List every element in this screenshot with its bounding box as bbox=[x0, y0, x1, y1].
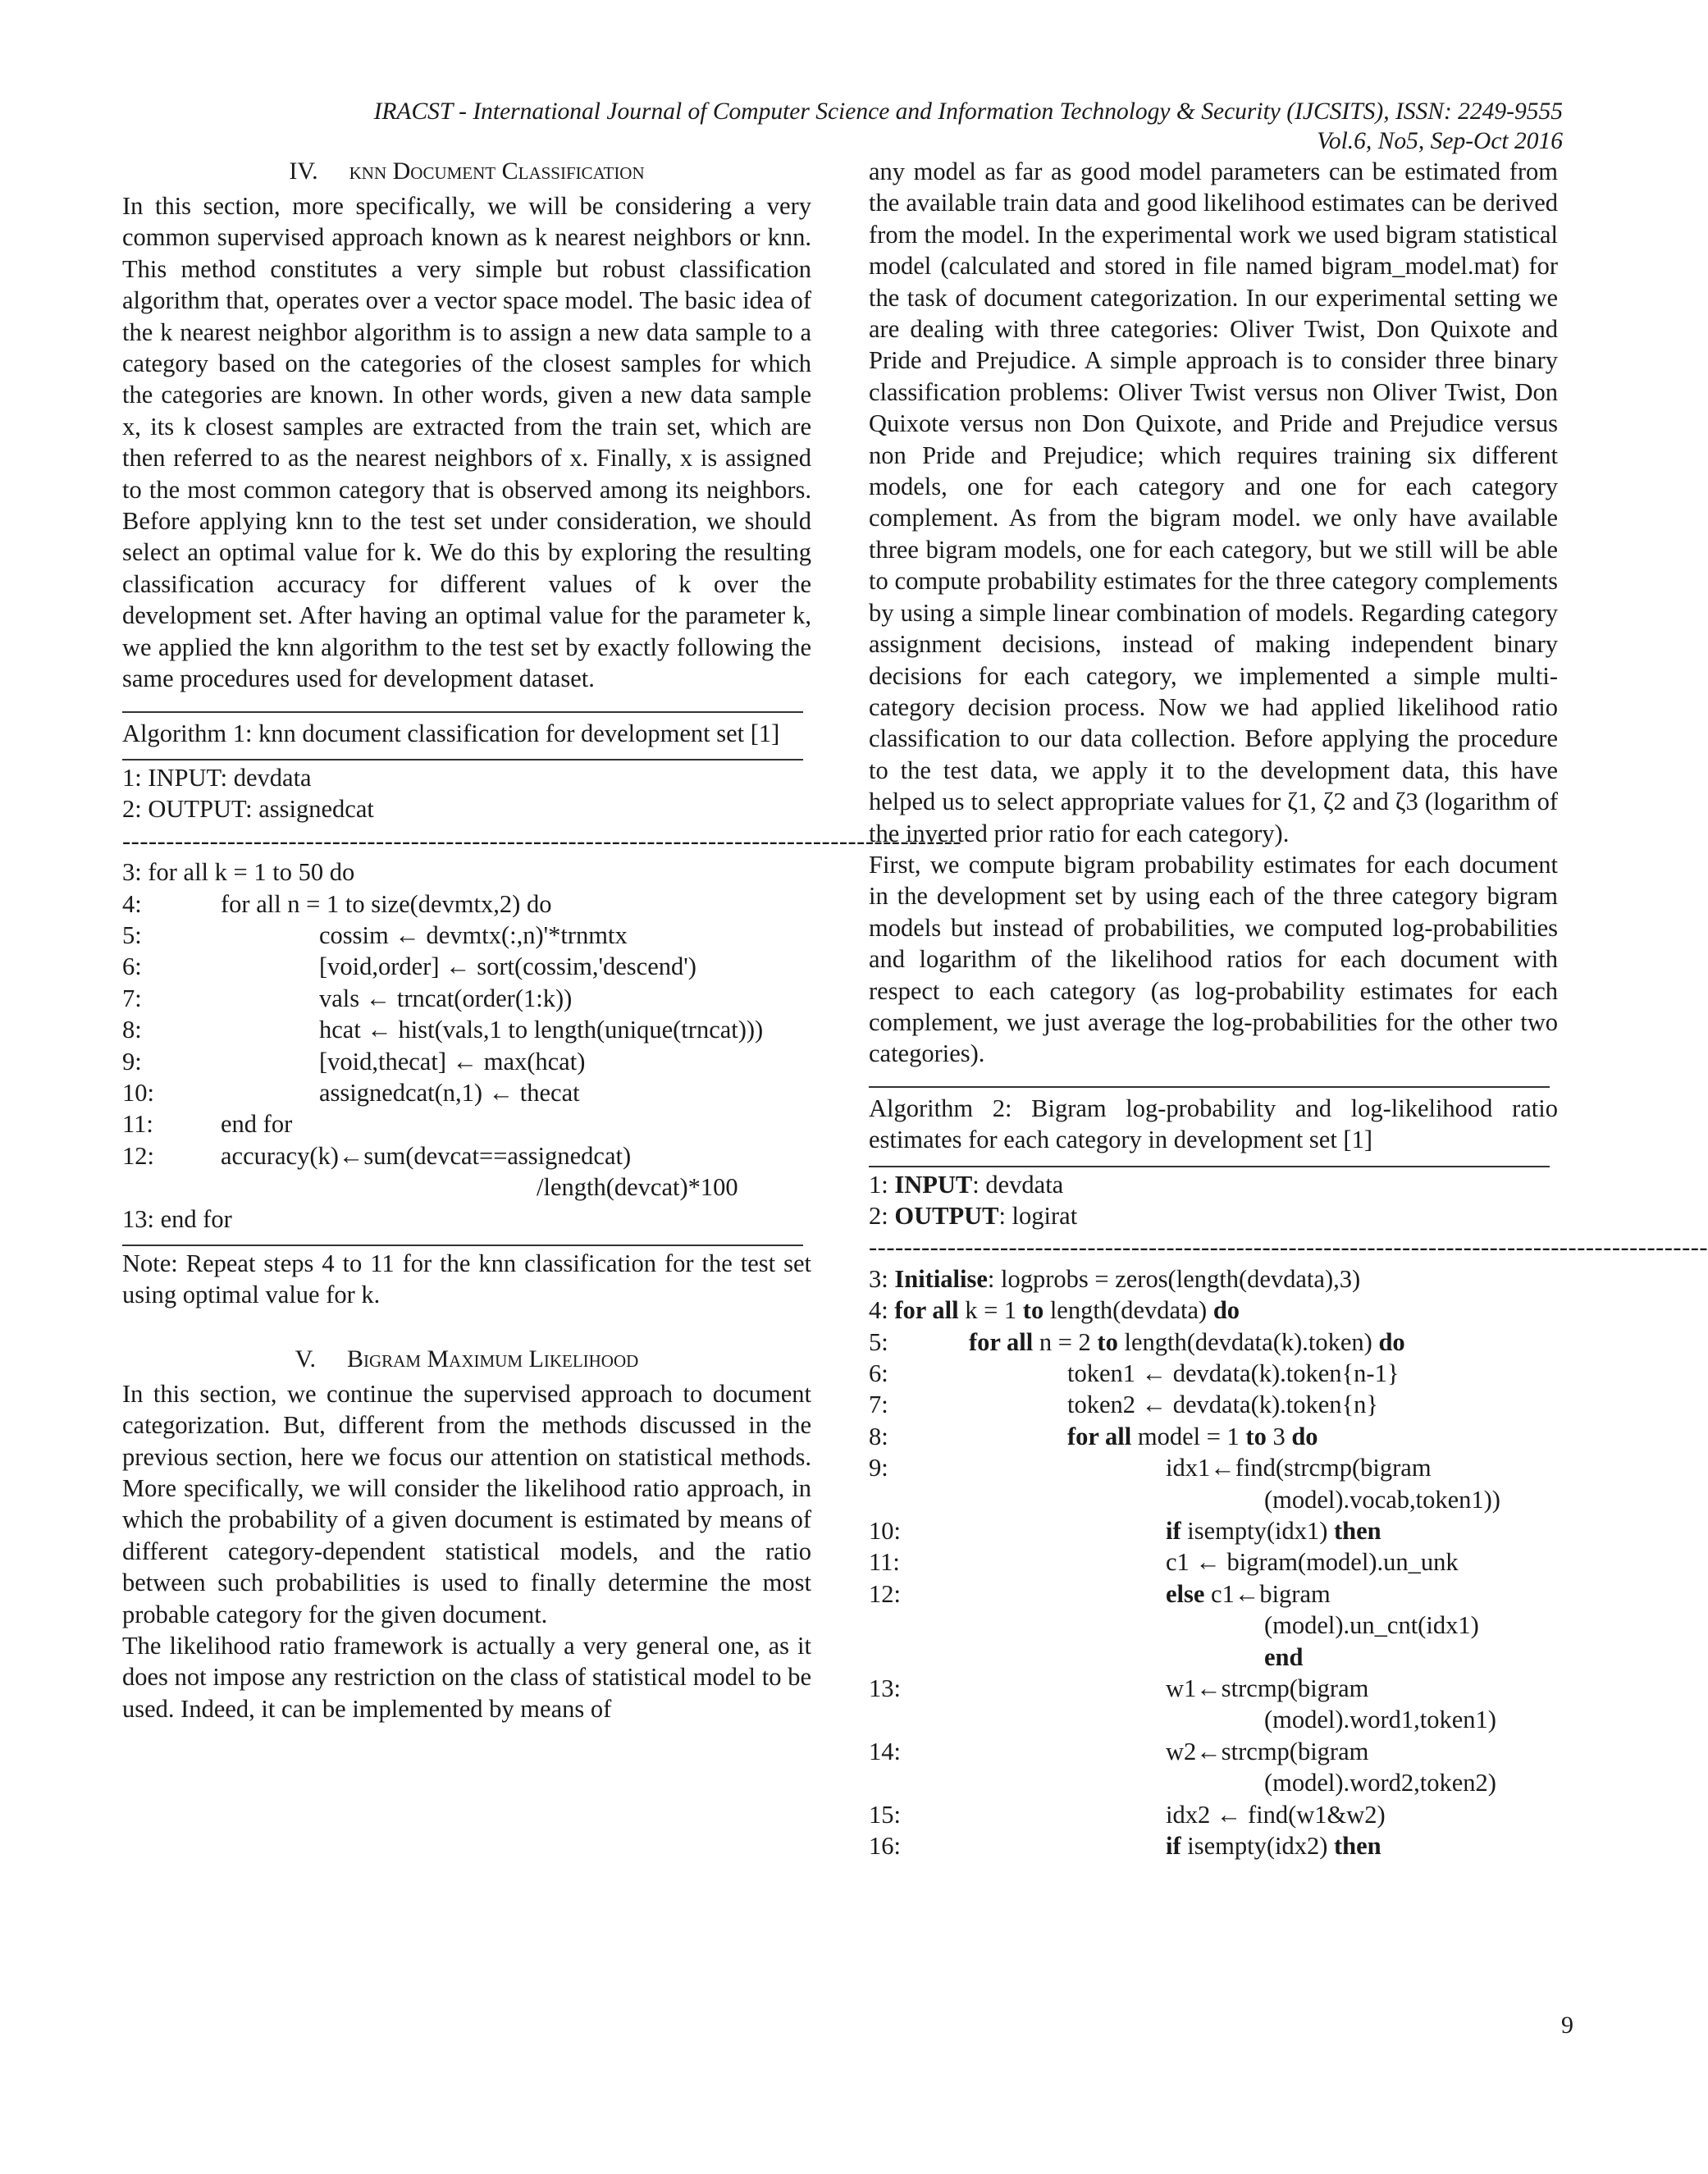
algorithm1-dash-rule: ------------------------------------------------------------------------------------------------ bbox=[122, 826, 962, 855]
journal-title: IRACST - International Journal of Computer Science and Information Technology & Security (IJCSITS), ISSN: 2249-9555 bbox=[373, 98, 1563, 125]
algorithm2-body bbox=[869, 1169, 1708, 1862]
algo1-line: 12: accuracy(k)←sum(devcat==assignedcat) bbox=[122, 1141, 632, 1170]
right-column bbox=[869, 156, 1708, 1861]
algo2-line: 6: token1 ← devdata(k).token{n-1} bbox=[869, 1359, 1400, 1388]
algo2-line: 9: idx1←find(strcmp(bigram bbox=[869, 1454, 1432, 1482]
algo1-line: 7: vals ← trncat(order(1:k)) bbox=[122, 984, 573, 1012]
algo2-line: 8: for all model = 1 to 3 do bbox=[869, 1422, 1318, 1450]
algo2-line-cont: (model).word2,token2) bbox=[1264, 1769, 1496, 1797]
section4-paragraph: In this section, more specifically, we will be considering a very common supervised approach known as k nearest neighbors or knn. This method constitutes a very simple but robust classification algorithm that, operates over a vector space model. The basic idea of the k nearest neighbor algorithm is to assign a new data sample to a category based on the categories of the closest samples for which the categories are known. In other words, given a new data sample x, its k closest samples are extracted from the train set, which are then referred to as the nearest neighbors of x. Finally, x is assigned to the most common category that is observed among its neighbors. Before applying knn to the test set under consideration, we should select an optimal value for k. We do this by exploring the resulting classification accuracy for different values of k over the development set. After having an optimal value for the parameter k, we applied the knn algorithm to the test set by exactly following the same procedures used for development dataset. bbox=[122, 192, 811, 693]
algo1-line: /length(devcat)*100 bbox=[537, 1173, 738, 1202]
algo2-line: 13: w1←strcmp(bigram bbox=[869, 1674, 1369, 1703]
algo1-line: 13: end for bbox=[122, 1204, 232, 1233]
algorithm1-top-rule bbox=[122, 711, 803, 713]
algo2-line: 11: c1 ← bigram(model).un_unk bbox=[869, 1548, 1459, 1577]
algorithm2-dash-rule: ------------------------------------------------------------------------------------------------ bbox=[869, 1233, 1708, 1262]
section-heading-4 bbox=[122, 156, 811, 187]
algo2-line: 2: OUTPUT: logirat bbox=[869, 1202, 1078, 1230]
section-title: knn Document Classification bbox=[349, 158, 645, 185]
algo1-line: 8: hcat ← hist(vals,1 to length(unique(trncat))) bbox=[122, 1016, 764, 1044]
algo2-line-cont: (model).vocab,token1)) bbox=[1264, 1485, 1500, 1514]
algo1-line: 6: [void,order] ← sort(cossim,'descend') bbox=[122, 952, 696, 981]
section-title: Bigram Maximum Likelihood bbox=[346, 1345, 639, 1372]
section5-paragraph-2: The likelihood ratio framework is actually a very general one, as it does not impose any restriction on the class of statistical model to be used. Indeed, it can be implemented by means of bbox=[122, 1632, 811, 1723]
algorithm1-caption: Algorithm 1: knn document classification for development set [1] bbox=[122, 719, 780, 747]
algorithm2-caption: Algorithm 2: Bigram log-probability and log-likelihood ratio estimates for each category in development set [1] bbox=[869, 1094, 1558, 1154]
algo1-line: 2: OUTPUT: assignedcat bbox=[122, 795, 374, 824]
algo2-line: 5: for all n = 2 to length(devdata(k).token) do bbox=[869, 1327, 1405, 1356]
algo1-line: 3: for all k = 1 to 50 do bbox=[122, 858, 355, 887]
volume-issue: Vol.6, No5, Sep-Oct 2016 bbox=[1317, 128, 1563, 154]
algo1-line: 9: [void,thecat] ← max(hcat) bbox=[122, 1047, 586, 1076]
algo2-line-cont: (model).un_cnt(idx1) bbox=[1264, 1611, 1479, 1640]
algo2-line: 4: for all k = 1 to length(devdata) do bbox=[869, 1296, 1240, 1325]
left-column bbox=[122, 156, 962, 1724]
algo2-line: 12: else c1←bigram bbox=[869, 1579, 1331, 1608]
algorithm1-note: Note: Repeat steps 4 to 11 for the knn classification for the test set using optimal value for k. bbox=[122, 1249, 811, 1309]
algo1-line: 11: end for bbox=[122, 1110, 293, 1139]
algorithm1-body bbox=[122, 762, 962, 1235]
algo2-line: 10: if isempty(idx1) then bbox=[869, 1517, 1381, 1546]
section-heading-5 bbox=[122, 1344, 811, 1375]
algorithm2-caption-rule bbox=[869, 1166, 1550, 1167]
algo2-line-cont: end bbox=[1264, 1642, 1304, 1671]
algo2-line-cont: (model).word1,token1) bbox=[1264, 1706, 1496, 1734]
algo1-line: 1: INPUT: devdata bbox=[122, 763, 312, 792]
algorithm2-top-rule bbox=[869, 1086, 1550, 1088]
algo2-line: 16: if isempty(idx2) then bbox=[869, 1832, 1381, 1861]
algo2-line: 7: token2 ← devdata(k).token{n} bbox=[869, 1391, 1379, 1419]
algo2-line: 15: idx2 ← find(w1&w2) bbox=[869, 1800, 1386, 1829]
running-header bbox=[168, 97, 1563, 156]
algorithm1-caption-rule bbox=[122, 759, 803, 760]
algo2-line: 14: w2←strcmp(bigram bbox=[869, 1737, 1369, 1765]
algo1-line: 5: cossim ← devmtx(:,n)'*trnmtx bbox=[122, 920, 628, 949]
page-number: 9 bbox=[1561, 2012, 1573, 2039]
algo2-line: 1: INPUT: devdata bbox=[869, 1170, 1064, 1199]
algo1-line: 4: for all n = 1 to size(devmtx,2) do bbox=[122, 889, 552, 918]
right-paragraph-1: any model as far as good model parameters can be estimated from the available train data and good likelihood estimates can be derived from the model. In the experimental work we used bigram statistical model (calculated and stored in file named bigram_model.mat) for the task of document categorization. In our experimental setting we are dealing with three categories: Oliver Twist, Don Quixote and Pride and Prejudice. A simple approach is to consider three binary classification problems: Oliver Twist versus non Oliver Twist, Don Quixote versus non Don Quixote, and Pride and Prejudice versus non Pride and Prejudice; which requires training six different models, one for each category and one for each category complement. As from the bigram model. we only have available three bigram models, one for each category, but we still will be able to compute probability estimates for the three category complements by using a simple linear combination of models. Regarding category assignment decisions, instead of making independent binary decisions for each category, we implemented a simple multi-category decision process. Now we had applied likelihood ratio classification to our data collection. Before applying the procedure to the test data, we apply it to the development data, this have helped us to select appropriate values for ζ1, ζ2 and ζ3 (logarithm of the inverted prior ratio for each category). bbox=[869, 158, 1558, 847]
section-number: IV. bbox=[289, 158, 318, 185]
algo2-line: 3: Initialise: logprobs = zeros(length(devdata),3) bbox=[869, 1264, 1361, 1293]
right-paragraph-2: First, we compute bigram probability estimates for each document in the development set by using each of the three category bigram models but instead of probabilities, we computed log-probabilities and logarithm of the likelihood ratios for each document with respect to each category (as log-probability estimates for each complement, we just average the log-probabilities for the other two categories). bbox=[869, 850, 1558, 1068]
section5-paragraph-1: In this section, we continue the supervised approach to document categorization. But, different from the methods discussed in the previous section, here we focus our attention on statistical methods. More specifically, we will consider the likelihood ratio approach, in which the probability of a given document is estimated by means of different category-dependent statistical models, and the ratio between such probabilities is used to finally determine the most probable category for the given document. bbox=[122, 1379, 811, 1628]
algorithm1-bottom-rule bbox=[122, 1245, 803, 1246]
algo1-line: 10: assignedcat(n,1) ← thecat bbox=[122, 1078, 580, 1107]
section-number: V. bbox=[295, 1345, 316, 1372]
